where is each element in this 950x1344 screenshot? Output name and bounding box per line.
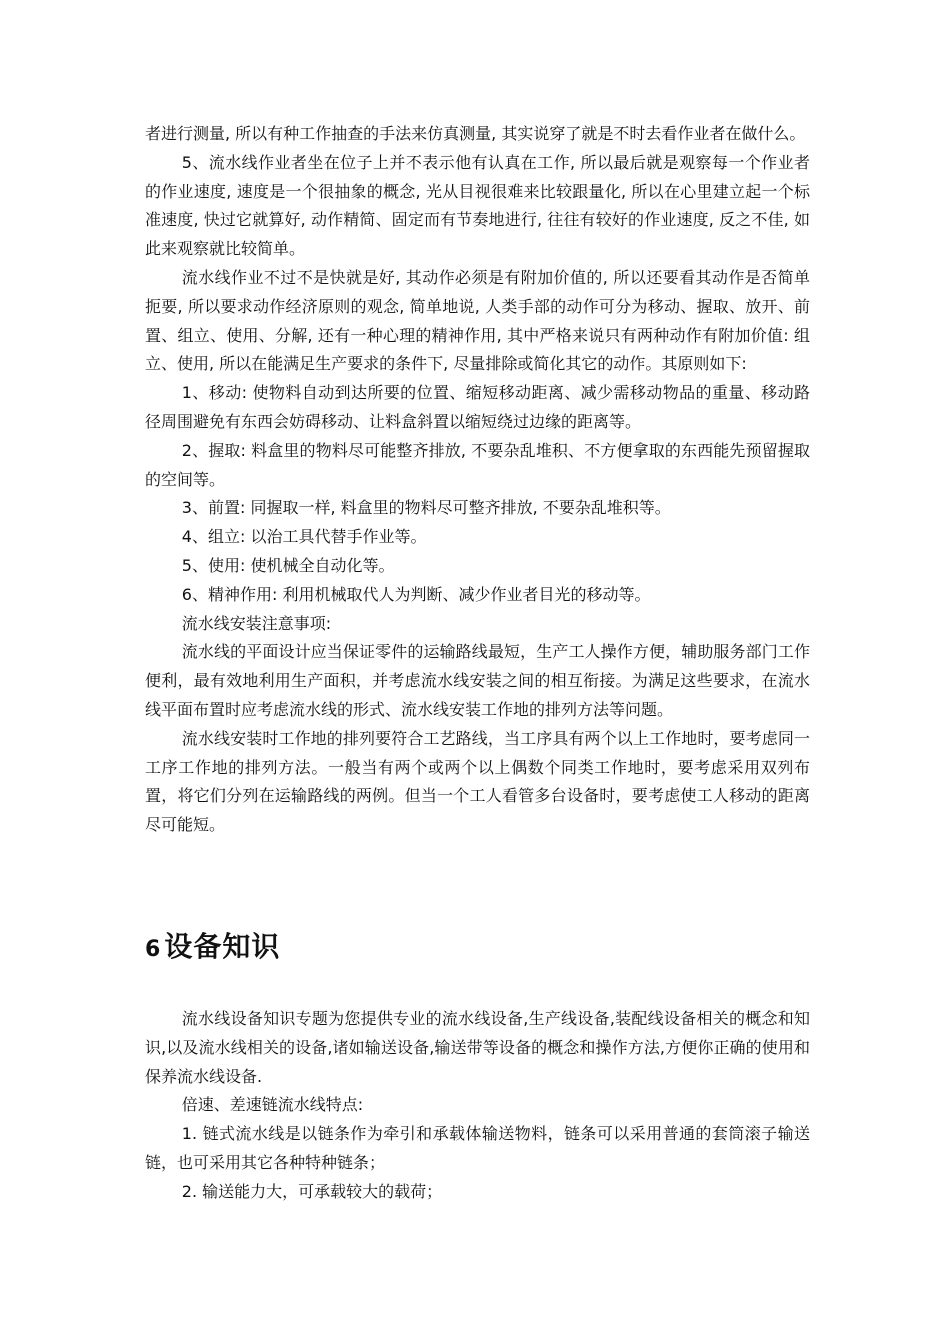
paragraph-feature-2: 2. 输送能力大，可承载较大的载荷； [181,1181,443,1201]
paragraph-principle-mental: 6、精神作用: 利用机械取代人为判断、减少作业者目光的移动等。 [181,584,651,604]
paragraph-principle-move: 1、移动: 使物料自动到达所要的位置、缩短移动距离、减少需移动物品的重量、移动路径周围避免有东西会妨碍移动、让料盒斜置以缩短绕过边缘的距离等。 [145,383,810,431]
paragraph-install-arrangement: 流水线安装时工作地的排列要符合工艺路线，当工序具有两个以上工作地时，要考虑同一工序工作地的排列方法。一般当有两个或两个以上偶数个同类工作地时，要考虑采用双列布置，将它们分列在运输路线的两例。但当一个工人看管多台设备时，要考虑使工人移动的距离尽可能短。 [145,728,810,835]
paragraph-principle-use: 5、使用: 使机械全自动化等。 [181,555,395,575]
paragraph-item-5: 5、流水线作业者坐在位子上并不表示他有认真在工作, 所以最后就是观察每一个作业者的作业速度, 速度是一个很抽象的概念, 光从目视很难来比较跟量化, 所以在心里建立起一个标准速度, 快过它就算好, 动作精简、固定而有节奏地进行, 往往有较好的作业速度, 反之不佳, 如此来观察就比较简单。 [145,152,810,259]
paragraph-principle-grasp: 2、握取: 料盒里的物料尽可能整齐排放, 不要杂乱堆积、不方便拿取的东西能先预留握取的空间等。 [145,440,810,489]
paragraph-motion-economy: 流水线作业不过不是快就是好, 其动作必须是有附加价值的, 所以还要看其动作是否简单扼要, 所以要求动作经济原则的观念, 简单地说, 人类手部的动作可分为移动、握取、放开、前置、组立、使用、分解, 还有一种心理的精神作用, 其中严格来说只有两种动作有附加价值: 组立、使用, 所以在能满足生产要求的条件下, 尽量排除或简化其它的动作。其原则如下: [145,267,810,374]
body-section-equipment [145,1005,810,1207]
section-heading [145,925,280,965]
paragraph-continuation: 者进行测量, 所以有种工作抽查的手法来仿真测量, 其实说穿了就是不时去看作业者在做什么。 [145,124,806,143]
section-title: 设备知识 [164,930,281,963]
paragraph-install-layout: 流水线的平面设计应当保证零件的运输路线最短，生产工人操作方便，辅助服务部门工作便利，最有效地利用生产面积，并考虑流水线安装之间的相互衔接。为满足这些要求，在流水线平面布置时应考虑流水线的形式、流水线安装工作地的排列方法等问题。 [145,642,810,719]
paragraph-principle-assemble: 4、组立: 以治工具代替手作业等。 [181,527,427,547]
paragraph-principle-preposition: 3、前置: 同握取一样, 料盒里的物料尽可整齐排放, 不要杂乱堆积等。 [181,498,671,518]
paragraph-chain-features-title: 倍速、差速链流水线特点: [181,1095,364,1115]
paragraph-feature-1: 1. 链式流水线是以链条作为牵引和承载体输送物料，链条可以采用普通的套筒滚子输送链，也可采用其它各种特种链条； [145,1124,810,1172]
paragraph-equipment-intro: 流水线设备知识专题为您提供专业的流水线设备,生产线设备,装配线设备相关的概念和知识,以及流水线相关的设备,诸如输送设备,输送带等设备的概念和操作方法,方便你正确的使用和保养流水线设备. [145,1009,810,1086]
section-number: 6 [145,937,161,962]
body-section-continued [145,120,810,840]
paragraph-install-notes-title: 流水线安装注意事项: [181,613,332,633]
